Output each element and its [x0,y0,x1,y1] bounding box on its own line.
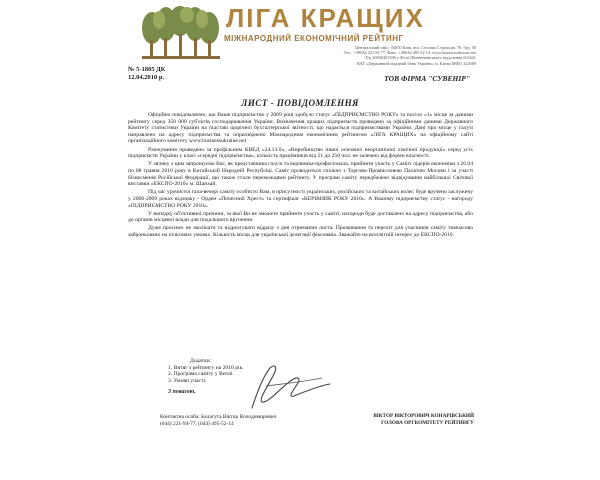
attachments-label: Додатки: [190,358,212,364]
brand-title: ЛІГА КРАЩИХ [226,3,425,33]
address-line: Р/р 26006301586 у Філії Шевченківського відділення №5441 [365,55,476,61]
reference-block [128,66,165,82]
attachment-item: 3. Умови участі. [168,377,207,384]
attachment-item: 1. Витяг з рейтингу на 2010 рік. [168,364,244,371]
brand-address [276,45,476,66]
signer-name: ВІКТОР ВІКТОРОВИЧ КОНАРІВСЬКИЙ [373,413,474,419]
signer-block [308,413,474,426]
brand-subtitle: МІЖНАРОДНИЙ ЕКОНОМІЧНИЙ РЕЙТИНГ [224,34,404,43]
address-line: Центральний офіс: 04050 Київ, вул. Січових Стрільців, 76, буд. 58 [355,45,476,50]
letter-body [128,112,473,240]
body-paragraph: Під час урочистої гала-вечері саміту особисто Вам, в присутності українських, російських та китайських колег, буде вручено заслужену у 2008-2009 роках відзнаку - Орден «Почесний Хрест» та сертифікат «КЕРІВНИК РОКУ 2010». А Вашому підприємству статус - нагороду «ПІДПРИЄМСТВО РОКУ 2010». [128,189,473,209]
document-title: ЛИСТ - ПОВІДОМЛЕННЯ [241,98,359,108]
address-line: ВАТ «Державний ощадний банк України» м. Києва МФО 322669 [356,60,476,66]
contact-block [160,414,276,427]
body-paragraph: Ранжування проведено за профільним КВЕД «24.13.0», «Виробництво іншої основної неорганічної хімічної продукції» серед усіх підприємств України у класі «середні підприємства», кількість працівників від 51 до 250 чол. не залежно від форми власності. [128,146,473,160]
trees-logo-icon [140,6,222,62]
contact-phones: (044) 221-94-77, (044) 495-52-14 [160,420,234,427]
handwritten-signature-icon [222,356,342,416]
reference-number: № 5-1805 ДК [128,66,166,73]
signer-title: ГОЛОВА ОРГКОМІТЕТУ РЕЙТИНГУ [381,419,474,426]
regards: З повагою, [168,389,196,395]
body-paragraph: У зв'язку з цим запрошуємо Вас, як представника галузі та керівника-професіонала, прийняти участь у Саміті лідерів економіки з 26.04 по 08 травня 2010 року в Китайській Народній Республіці. Саміт проводиться спільно з Торгово-Промисловою Палатою Москви і за участі бізнесменів Російської Федерації, що також стали переможцями рейтингу. У програмі саміту передбачено відвідування найбільшої Світової виставки «ЕКСПО-2010» м. Шанхай. [128,161,473,188]
attachment-item: 2. Програма саміту у Китаї. [168,371,234,378]
address-line: Тел.: +38044 221 84 77, Факс: +38044 495 52 14, www.businessukraine.net [343,50,476,56]
body-paragraph: Дуже просимо не зволікати та відреагувати відразу з дня отримання листа. Проживання та переліт для учасників саміту тимчасово заброньовано на пільгових умовах. Кількість місць для української делегації фіксована. Зважайте на всесвітній інтерес до ЕКСПО-2010. [128,225,473,239]
contact-person: Контактна особа: Балагута Віктор Володимирович [160,414,277,420]
recipient: ТОВ ФІРМА "СУВЕНІР" [384,74,470,83]
body-paragraph: Офіційно повідомляємо, що Ваше підприємство у 2009 році здобуло статус «ПІДПРИЄМСТВО РОКУ» та посіло «1» місце за даними рейтингу серед 350 000 суб'єктів господарювання України. Визначення кращих підприємств проведено за офіційними даними Державного Комітету статистики України на підставі щорічної бухгалтерської звітності, що надається підприємствами України. Дані про місце у галузі направлено на адресу підприємства та оприлюднено Міжнародним економічним рейтингом «ЛІГА КРАЩИХ» на офіційному сайті організаційного комітету www.businessukraine.net [128,112,473,145]
reference-date: 12.04.2010 р. [128,74,165,81]
body-paragraph: У випадку об'єктивної причини, за якої Ви не зможете прийняти участь у саміті, нагороди буде доставлено на адресу підприємства, або до органів місцевої влади для подальшого вручення. [128,210,473,224]
